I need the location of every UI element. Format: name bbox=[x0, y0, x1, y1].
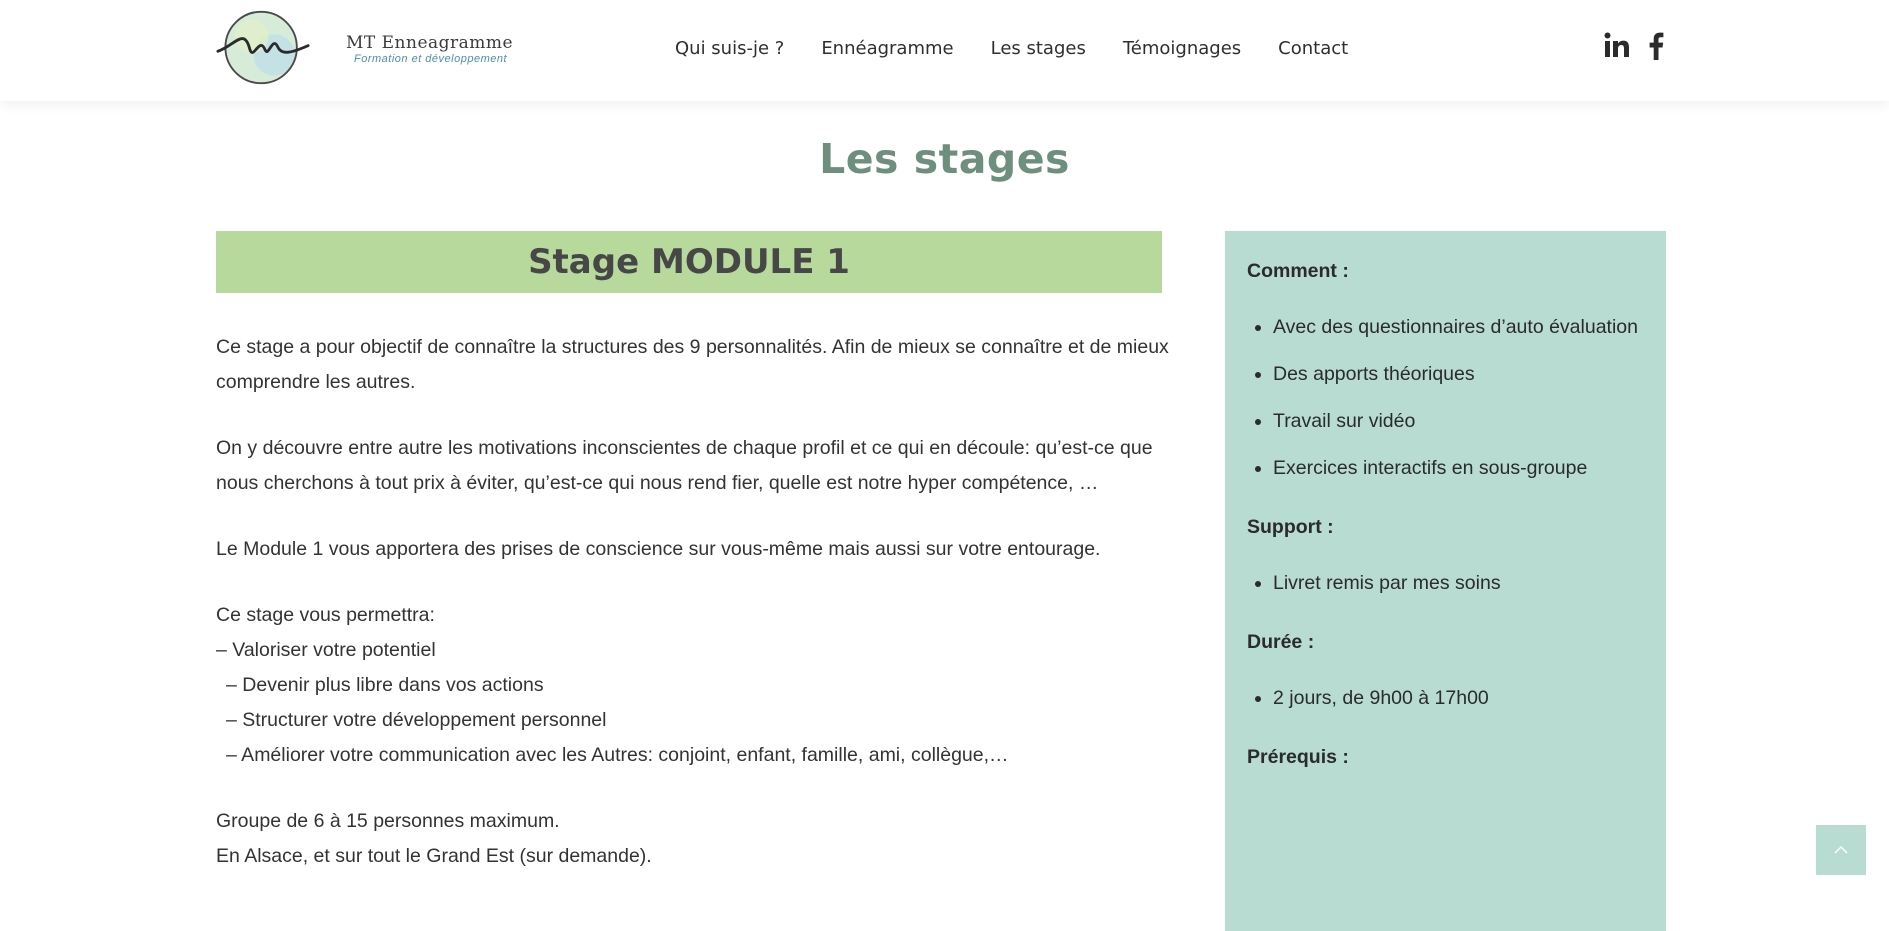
comment-heading: Comment : bbox=[1247, 260, 1349, 282]
duree-heading: Durée : bbox=[1247, 631, 1315, 653]
benefit-item: – Valoriser votre potentiel bbox=[216, 639, 436, 661]
chevron-up-icon bbox=[1834, 845, 1848, 855]
nav-item-enneagramme[interactable]: Ennéagramme bbox=[821, 38, 954, 59]
list-item: • Exercices interactifs en sous-groupe bbox=[1273, 451, 1644, 486]
module-banner bbox=[216, 231, 1162, 293]
module-description bbox=[216, 330, 1176, 874]
brand-tagline: Formation et développement bbox=[354, 53, 508, 65]
list-item: • 2 jours, de 9h00 à 17h00 bbox=[1273, 681, 1644, 716]
benefit-item: – Devenir plus libre dans vos actions bbox=[226, 674, 544, 696]
comment-list bbox=[1247, 310, 1644, 486]
main-nav bbox=[675, 38, 1385, 59]
group-size: Groupe de 6 à 15 personnes maximum. bbox=[216, 810, 560, 832]
list-item: • Livret remis par mes soins bbox=[1273, 566, 1644, 601]
page-title: Les stages bbox=[819, 135, 1070, 184]
brand-name: MT Enneagramme bbox=[346, 33, 514, 53]
duree-list bbox=[1247, 681, 1644, 716]
site-header bbox=[0, 0, 1889, 101]
list-item: • Des apports théoriques bbox=[1273, 357, 1644, 392]
nav-item-contact[interactable]: Contact bbox=[1278, 38, 1349, 59]
back-to-top-button[interactable] bbox=[1816, 825, 1866, 875]
benefits-intro: Ce stage vous permettra: bbox=[216, 604, 435, 626]
site-logo[interactable] bbox=[216, 7, 521, 92]
description-paragraph: Le Module 1 vous apportera des prises de conscience sur vous-même mais aussi sur votre entourage. bbox=[216, 538, 1101, 560]
support-heading: Support : bbox=[1247, 516, 1334, 538]
benefit-item: – Améliorer votre communication avec les Autres: conjoint, enfant, famille, ami, collègue,… bbox=[226, 744, 1009, 766]
benefit-item: – Structurer votre développement personnel bbox=[226, 709, 607, 731]
list-item: • Travail sur vidéo bbox=[1273, 404, 1644, 439]
description-paragraph: Ce stage a pour objectif de connaître la structures des 9 personnalités. Afin de mieux se connaître et de mieux comprendre les autres. bbox=[216, 336, 1169, 393]
benefits-block bbox=[216, 598, 1176, 773]
stage-details-panel bbox=[1225, 231, 1666, 931]
social-links bbox=[1604, 32, 1664, 65]
nav-item-temoignages[interactable]: Témoignages bbox=[1122, 38, 1242, 59]
linkedin-icon[interactable] bbox=[1604, 32, 1630, 65]
logo-emblem-icon bbox=[216, 8, 310, 87]
location: En Alsace, et sur tout le Grand Est (sur demande). bbox=[216, 845, 652, 867]
prerequis-heading: Prérequis : bbox=[1247, 746, 1349, 768]
nav-item-qui-suis-je[interactable]: Qui suis-je ? bbox=[675, 38, 785, 59]
description-paragraph: On y découvre entre autre les motivations inconscientes de chaque profil et ce qui en découle: qu’est-ce que nous cherchons à tout prix à éviter, qu’est-ce qui nous rend fier, quelle est notre hyper compétence, … bbox=[216, 437, 1153, 494]
list-item: • Avec des questionnaires d’auto évaluation bbox=[1273, 310, 1644, 345]
module-title: Stage MODULE 1 bbox=[528, 242, 850, 282]
nav-item-les-stages[interactable]: Les stages bbox=[990, 38, 1086, 59]
facebook-icon[interactable] bbox=[1648, 32, 1664, 65]
support-list bbox=[1247, 566, 1644, 601]
